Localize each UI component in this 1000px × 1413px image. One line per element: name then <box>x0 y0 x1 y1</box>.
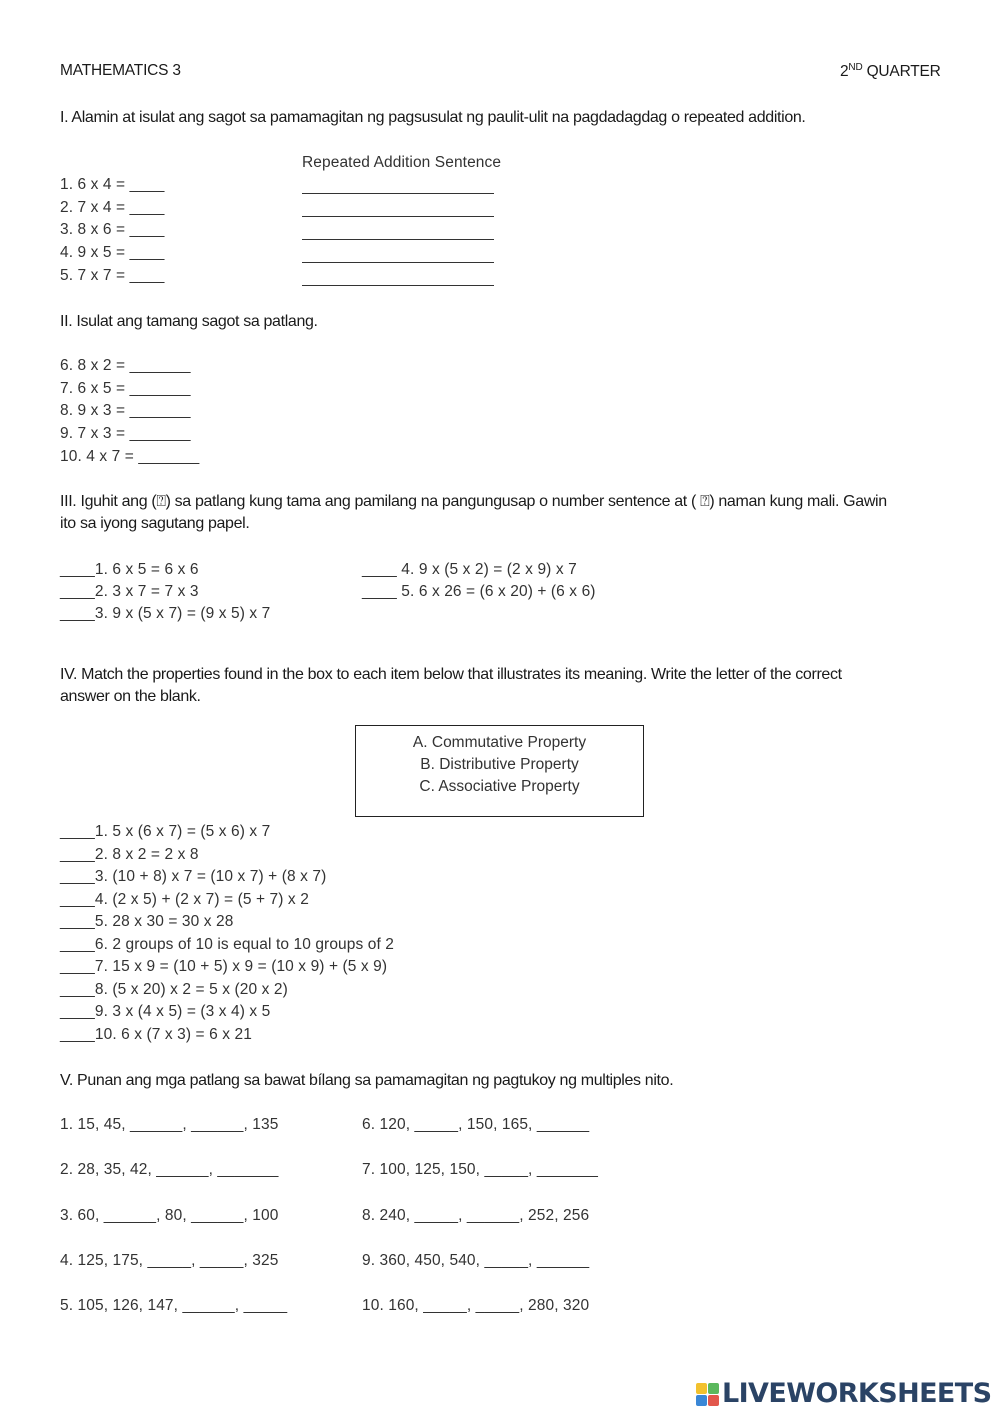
part2-item: 10. 4 x 7 = _______ <box>60 448 200 465</box>
property-option: A. Commutative Property <box>412 734 587 751</box>
quarter-label: 2ND QUARTER <box>840 62 941 81</box>
part3-item: ____3. 9 x (5 x 7) = (9 x 5) x 7 <box>60 605 271 622</box>
answer-line <box>302 239 494 240</box>
part5-item: 3. 60, ______, 80, ______, 100 <box>60 1207 279 1224</box>
part2-instruction: II. Isulat ang tamang sagot sa patlang. <box>60 313 318 330</box>
part4-item: ____9. 3 x (4 x 5) = (3 x 4) x 5 <box>60 1003 271 1020</box>
part3-instruction-cont: ito sa iyong sagutang papel. <box>60 515 250 532</box>
part5-item: 4. 125, 175, _____, _____, 325 <box>60 1252 279 1269</box>
part5-item: 8. 240, _____, ______, 252, 256 <box>362 1207 590 1224</box>
part5-item: 7. 100, 125, 150, _____, _______ <box>362 1161 598 1178</box>
brand-name: LIVEWORKSHEETS <box>722 1378 992 1409</box>
part1-item: 2. 7 x 4 = ____ <box>60 199 165 216</box>
part5-item: 10. 160, _____, _____, 280, 320 <box>362 1297 590 1314</box>
part1-item: 1. 6 x 4 = ____ <box>60 176 165 193</box>
liveworksheets-brand <box>696 1378 996 1412</box>
part4-item: ____5. 28 x 30 = 30 x 28 <box>60 913 234 930</box>
part4-item: ____6. 2 groups of 10 is equal to 10 groups of 2 <box>60 936 394 953</box>
part5-item: 9. 360, 450, 540, _____, ______ <box>362 1252 590 1269</box>
part4-item: ____8. (5 x 20) x 2 = 5 x (20 x 2) <box>60 981 288 998</box>
property-option: B. Distributive Property <box>420 756 579 773</box>
part3-item: ____ 4. 9 x (5 x 2) = (2 x 9) x 7 <box>362 561 577 578</box>
part4-instruction: IV. Match the properties found in the box to each item below that illustrates its meaning. Write the letter of the correct <box>60 666 842 683</box>
part3-item: ____1. 6 x 5 = 6 x 6 <box>60 561 199 578</box>
part3-instruction: III. Iguhit ang (⍰) sa patlang kung tama ang pamilang na pangungusap o number sentence at ( ⍰) naman kung mali. Gawin <box>60 493 887 510</box>
part2-item: 6. 8 x 2 = _______ <box>60 357 191 374</box>
part1-item: 4. 9 x 5 = ____ <box>60 244 165 261</box>
part1-item: 3. 8 x 6 = ____ <box>60 221 165 238</box>
liveworksheets-logo-icon <box>696 1383 720 1407</box>
part3-item: ____ 5. 6 x 26 = (6 x 20) + (6 x 6) <box>362 583 596 600</box>
part3-item: ____2. 3 x 7 = 7 x 3 <box>60 583 199 600</box>
part5-item: 6. 120, _____, 150, 165, ______ <box>362 1116 590 1133</box>
part4-item: ____7. 15 x 9 = (10 + 5) x 9 = (10 x 9) + (5 x 9) <box>60 958 388 975</box>
subject-title: MATHEMATICS 3 <box>60 62 181 79</box>
part2-item: 7. 6 x 5 = _______ <box>60 380 191 397</box>
part4-item: ____10. 6 x (7 x 3) = 6 x 21 <box>60 1026 252 1043</box>
part2-item: 9. 7 x 3 = _______ <box>60 425 191 442</box>
answer-line <box>302 216 494 217</box>
part4-item: ____1. 5 x (6 x 7) = (5 x 6) x 7 <box>60 823 271 840</box>
part4-item: ____4. (2 x 5) + (2 x 7) = (5 + 7) x 2 <box>60 891 309 908</box>
part1-instruction: I. Alamin at isulat ang sagot sa pamamagitan ng pagsusulat ng paulit-ulit na pagdadagdag o repeated addition. <box>60 109 806 126</box>
part1-item: 5. 7 x 7 = ____ <box>60 267 165 284</box>
part4-item: ____2. 8 x 2 = 2 x 8 <box>60 846 199 863</box>
part5-item: 5. 105, 126, 147, ______, _____ <box>60 1297 288 1314</box>
answer-line <box>302 285 494 286</box>
properties-box <box>355 725 644 817</box>
answer-line <box>302 262 494 263</box>
part5-item: 1. 15, 45, ______, ______, 135 <box>60 1116 279 1133</box>
part1-column-label: Repeated Addition Sentence <box>302 154 502 171</box>
answer-line <box>302 193 494 194</box>
part4-instruction-cont: answer on the blank. <box>60 688 201 705</box>
part4-item: ____3. (10 + 8) x 7 = (10 x 7) + (8 x 7) <box>60 868 327 885</box>
part5-item: 2. 28, 35, 42, ______, _______ <box>60 1161 279 1178</box>
part2-item: 8. 9 x 3 = _______ <box>60 402 191 419</box>
part5-instruction: V. Punan ang mga patlang sa bawat bílang sa pamamagitan ng pagtukoy ng multiples nito. <box>60 1072 674 1089</box>
property-option: C. Associative Property <box>419 778 580 795</box>
